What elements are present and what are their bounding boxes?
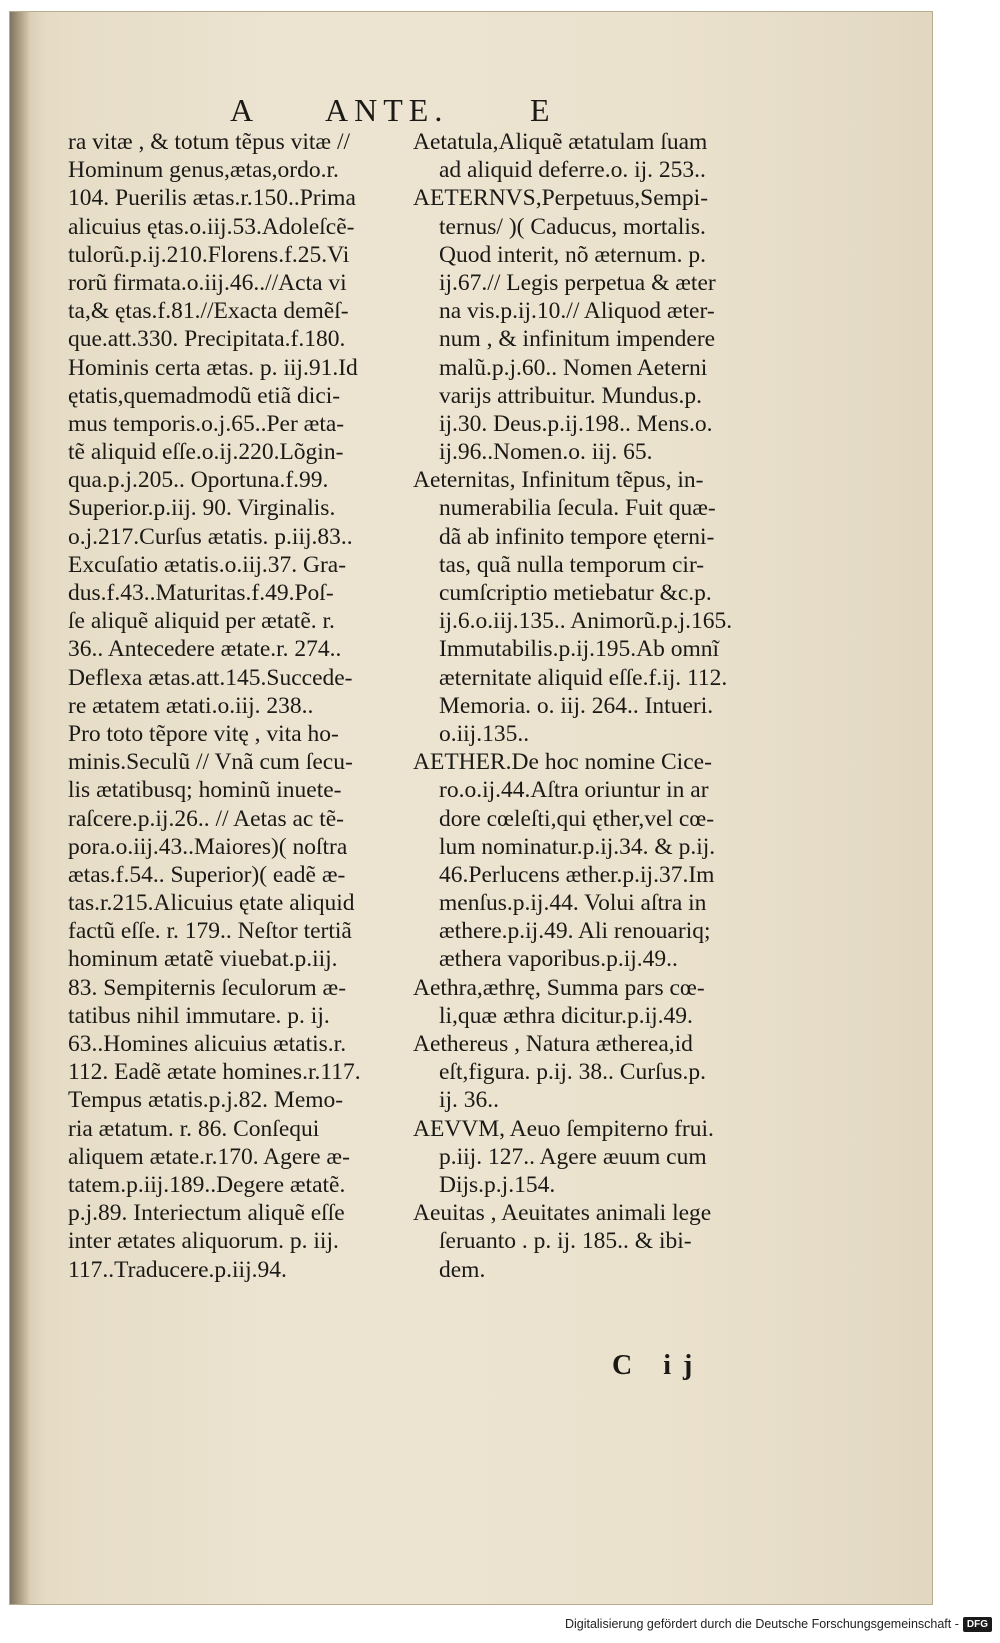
right-column-line: ij.67.// Legis perpetua & æter	[439, 269, 716, 296]
footer-credit	[565, 1613, 992, 1635]
left-column-line: inter ætates aliquorum. p. iij.	[68, 1228, 339, 1255]
left-column-line: Pro toto tẽpore vitę , vita ho-	[68, 720, 339, 747]
footer-text: Digitalisierung gefördert durch die Deutsche Forschungsgemeinschaft -	[564, 1617, 959, 1631]
left-column-line: aliquem ætate.r.170. Agere æ-	[68, 1143, 350, 1170]
left-column-line: 36.. Antecedere ætate.r. 274..	[68, 636, 342, 663]
left-column-line: lis ætatibusq; hominũ inuete-	[68, 777, 342, 804]
right-column-line: 46.Perlucens æther.p.ij.37.Im	[439, 861, 715, 888]
left-column-line: raſcere.p.ij.26.. // Aetas ac tẽ-	[68, 805, 344, 832]
running-head-right: E	[530, 92, 552, 128]
right-column-line: dore cœleſti,qui ęther,vel cœ-	[439, 805, 715, 832]
left-column-line: 104. Puerilis ætas.r.150..Prima	[68, 185, 356, 212]
right-column-line: Aethereus , Natura ætherea,id	[413, 1031, 693, 1057]
right-column-line: tas, quã nulla temporum cir-	[439, 551, 705, 578]
right-column-line: Aeternitas, Infinitum tẽpus, in-	[413, 467, 704, 494]
left-column-line: qua.p.j.205.. Oportuna.f.99.	[68, 467, 329, 494]
right-column-line: num , & infinitum impendere	[439, 326, 716, 353]
left-column-line: dus.f.43..Maturitas.f.49.Poſ-	[68, 580, 334, 606]
left-column-line: ætas.f.54.. Superior)( eadẽ æ-	[68, 861, 346, 888]
left-column-line: 117..Traducere.p.iij.94.	[68, 1256, 287, 1283]
right-column-line: ro.o.ij.44.Aſtra oriuntur in ar	[439, 777, 709, 804]
right-column-line: dem.	[439, 1256, 486, 1283]
right-column-line: Aetatula,Aliquẽ ætatulam ſuam	[413, 129, 708, 155]
left-column-line: tulorũ.p.ij.210.Florens.f.25.Vi	[68, 241, 350, 268]
right-column-line: ij.30. Deus.p.ij.198.. Mens.o.	[439, 410, 713, 437]
left-column-line: o.j.217.Curſus ætatis. p.iij.83..	[68, 523, 353, 550]
right-column-line: malũ.p.j.60.. Nomen Aeterni	[439, 354, 708, 381]
left-column-line: minis.Seculũ // Vnã cum ſecu-	[68, 749, 353, 776]
left-column-line: Deflexa ætas.att.145.Succede-	[68, 664, 353, 691]
right-column-line: Immutabilis.p.ij.195.Ab omnĩ	[439, 636, 720, 663]
right-column-line: numerabilia ſecula. Fuit quæ-	[439, 495, 716, 522]
left-column-line: tatem.p.iij.189..Degere ætatẽ.	[68, 1171, 346, 1198]
right-column-line: ſeruanto . p. ij. 185.. & ibi-	[439, 1228, 692, 1255]
right-column-line: dã ab infinito tempore ęterni-	[439, 523, 715, 550]
left-column-line: 83. Sempiternis ſeculorum æ-	[68, 974, 347, 1001]
left-column-line: que.att.330. Precipitata.f.180.	[68, 326, 346, 353]
right-column-line: æthera vaporibus.p.ij.49..	[439, 946, 678, 973]
left-column-line: pora.o.iij.43..Maiores)( noſtra	[68, 833, 348, 860]
right-column-line: ij.6.o.iij.135.. Animorũ.p.j.165.	[439, 608, 733, 635]
dfg-logo: DFG	[963, 1617, 992, 1632]
right-column-line: ad aliquid deferre.o. ij. 253..	[439, 157, 706, 184]
right-column-line: æternitate aliquid eſſe.f.ij. 112.	[439, 664, 728, 691]
left-column-line: Tempus ætatis.p.j.82. Memo-	[68, 1087, 344, 1114]
right-column-line: Aethra,æthrę, Summa pars cœ-	[413, 974, 705, 1001]
right-column	[413, 128, 768, 1284]
right-column-line: lum nominatur.p.ij.34. & p.ij.	[439, 833, 716, 860]
left-column-line: ta,& ętas.f.81.//Exacta demẽſ-	[68, 298, 349, 325]
right-column-line: Dijs.p.j.154.	[439, 1171, 556, 1198]
right-column-line: menſus.p.ij.44. Volui aſtra in	[439, 890, 707, 917]
left-column-line: Hominis certa ætas. p. iij.91.Id	[68, 354, 358, 381]
right-column-line: AEVVM, Aeuo ſempiterno frui.	[413, 1115, 714, 1142]
right-column-line: AETHER.De hoc nomine Cice-	[413, 749, 712, 776]
left-column-line: tatibus nihil immutare. p. ij.	[68, 1002, 330, 1029]
right-column-line: p.iij. 127.. Agere æuum cum	[439, 1143, 707, 1170]
left-column	[68, 128, 403, 1284]
left-column-line: ętatis,quemadmodũ etiã dici-	[68, 382, 341, 409]
left-column-line: Superior.p.iij. 90. Virginalis.	[68, 495, 336, 522]
right-column-line: AETERNVS,Perpetuus,Sempi-	[413, 185, 709, 212]
left-column-line: ria ætatum. r. 86. Conſequi	[68, 1115, 320, 1142]
left-column-line: tẽ aliquid eſſe.o.ij.220.Lõgin-	[68, 439, 344, 466]
left-column-line: 112. Eadẽ ætate homines.r.117.	[68, 1059, 361, 1086]
right-column-line: ij. 36..	[439, 1087, 500, 1114]
right-column-line: Memoria. o. iij. 264.. Intueri.	[439, 692, 714, 719]
right-column-line: ij.96..Nomen.o. iij. 65.	[439, 439, 653, 466]
left-column-line: Excuſatio ætatis.o.iij.37. Gra-	[68, 551, 347, 578]
left-column-line: hominum ætatẽ viuebat.p.iij.	[68, 946, 338, 973]
signature-mark: C ij	[612, 1350, 705, 1381]
left-column-line: re ætatem ætati.o.iij. 238..	[68, 692, 314, 719]
left-column-line: alicuius ętas.o.iij.53.Adoleſcẽ-	[68, 213, 355, 240]
left-column-line: 63..Homines alicuius ætatis.r.	[68, 1031, 347, 1057]
right-column-line: ternus/ )( Caducus, mortalis.	[439, 213, 706, 240]
left-column-line: ſe aliquẽ aliquid per ætatẽ. r.	[68, 608, 335, 635]
right-column-line: cumſcriptio metiebatur &c.p.	[439, 580, 712, 606]
right-column-line: æthere.p.ij.49. Ali renouariq;	[439, 918, 711, 945]
right-column-line: Aeuitas , Aeuitates animali lege	[413, 1200, 712, 1227]
right-column-line: na vis.p.ij.10.// Aliquod æter-	[439, 298, 715, 325]
left-column-line: mus temporis.o.j.65..Per æta-	[68, 410, 345, 437]
right-column-line: li,quæ æthra dicitur.p.ij.49.	[439, 1002, 693, 1029]
right-column-line: eſt,figura. p.ij. 38.. Curſus.p.	[439, 1059, 706, 1086]
running-head-left: A	[230, 92, 256, 128]
right-column-line: varijs attribuitur. Mundus.p.	[439, 382, 703, 409]
running-head	[230, 92, 570, 132]
right-column-line: o.iij.135..	[439, 720, 530, 747]
right-column-line: Quod interit, nõ æternum. p.	[439, 241, 706, 268]
left-column-line: Hominum genus,ætas,ordo.r.	[68, 157, 339, 184]
left-column-line: factũ eſſe. r. 179.. Neſtor tertiã	[68, 918, 352, 945]
left-column-line: rorũ firmata.o.iij.46..//Acta vi	[68, 269, 347, 296]
left-column-line: ra vitæ , & totum tẽpus vitæ //	[68, 129, 350, 155]
left-column-line: p.j.89. Interiectum aliquẽ eſſe	[68, 1200, 345, 1227]
page-gutter-shadow	[10, 12, 30, 1604]
running-head-center: ANTE.	[325, 92, 449, 128]
left-column-line: tas.r.215.Alicuius ętate aliquid	[68, 890, 355, 917]
